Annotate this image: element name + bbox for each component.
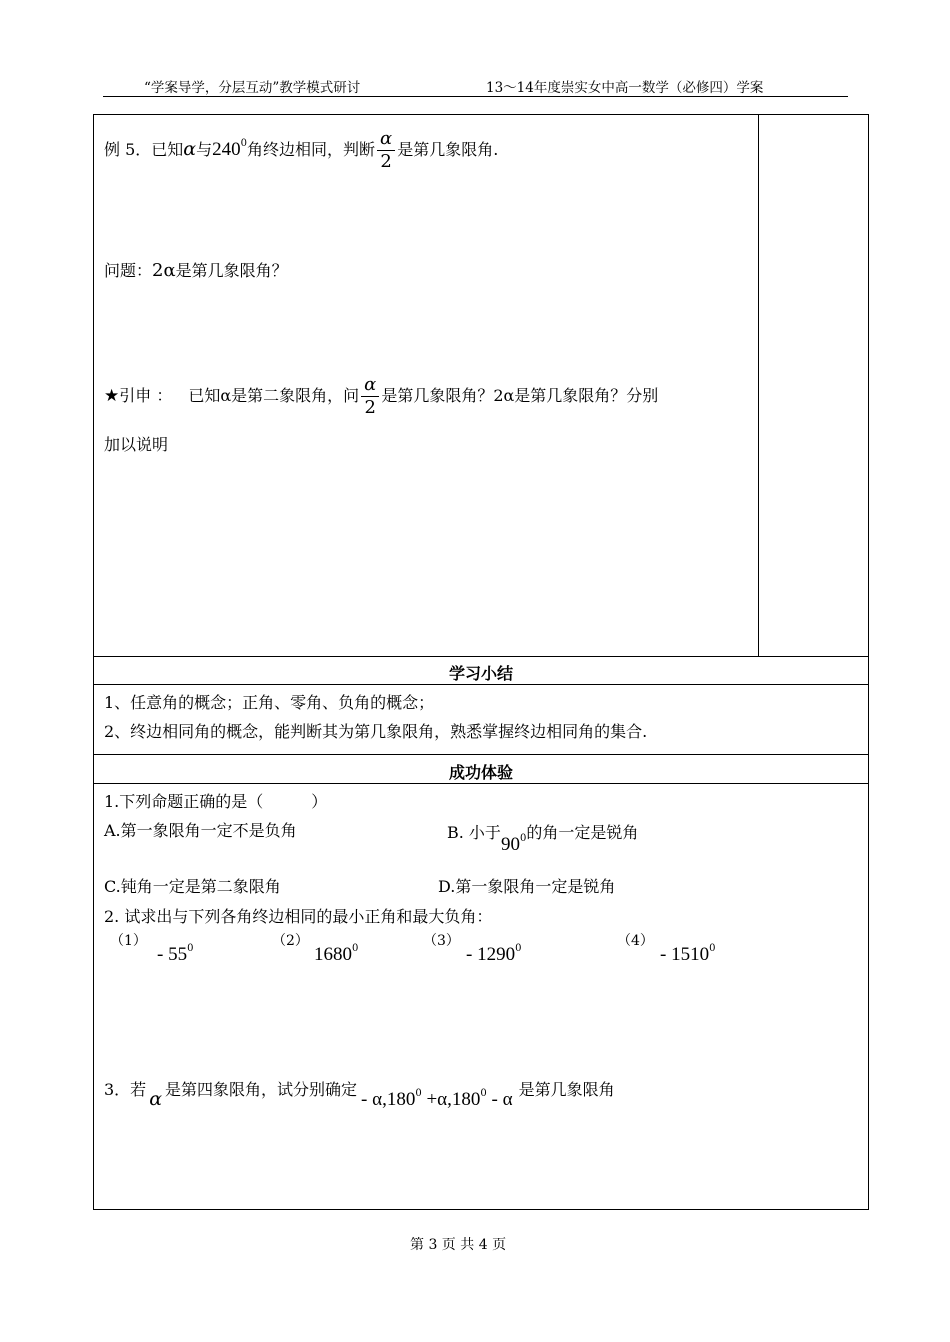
q2-item-1-value: [157, 944, 193, 966]
summary-title-border: [93, 684, 869, 685]
practice-q1: 1.下列命题正确的是（ ）: [104, 792, 328, 811]
q2-item-2-value: [314, 944, 358, 966]
table-top-border: [93, 114, 869, 115]
example-5-degree: 0: [240, 138, 248, 149]
practice-q1-option-b: [447, 818, 639, 855]
example-5-mid2: 角终边相同，判断: [247, 140, 376, 159]
practice-q2: 2. 试求出与下列各角终边相同的最小正角和最大负角：: [104, 907, 493, 926]
summary-top-border: [93, 656, 869, 657]
q2-item-4-degree: 0: [709, 943, 716, 954]
summary-item-1: 1、任意角的概念；正角、零角、负角的概念；: [104, 693, 435, 712]
option-b-degree: 0: [519, 833, 527, 844]
q2-item-4-label: （4）: [617, 933, 654, 949]
example-5-frac-den: 2: [380, 151, 392, 172]
q2-item-3-number: - 1290: [466, 944, 516, 965]
q3-alpha: α: [149, 1088, 163, 1110]
q3-expr-3: - α: [486, 1089, 513, 1110]
header-rule: [103, 96, 848, 97]
q2-item-3-label: （3）: [423, 933, 460, 949]
q3-prefix: 3．若: [104, 1080, 147, 1099]
extension-fraction: [361, 376, 379, 417]
example-5-mid1: 与: [196, 140, 213, 159]
option-b-suffix: 的角一定是锐角: [526, 823, 639, 842]
question-expr: 2α: [152, 260, 176, 281]
table-bottom-border: [93, 1209, 869, 1210]
extension-line2: 加以说明: [104, 435, 169, 454]
header-right: 13～14年度崇实女中高一数学（必修四）学案: [486, 80, 764, 96]
practice-title: 成功体验: [448, 763, 513, 782]
q3-degree-1: 0: [415, 1088, 422, 1099]
practice-q1-option-a: A.第一象限角一定不是负角: [104, 821, 297, 840]
example-5-frac-num: α: [377, 130, 395, 151]
practice-q3: [104, 1074, 615, 1110]
summary-item-2: 2、终边相同角的概念，能判断其为第几象限角，熟悉掌握终边相同角的集合.: [104, 722, 648, 741]
extension-label: 引申 ：: [119, 386, 173, 405]
q3-degree-2: 0: [480, 1088, 487, 1099]
q2-item-1-degree: 0: [187, 943, 194, 954]
question-suffix: 是第几象限角？: [175, 261, 288, 280]
practice-title-border: [93, 783, 869, 784]
example-5-prefix: 例 5．已知: [104, 140, 184, 159]
q2-item-4-number: - 1510: [660, 944, 710, 965]
extension-text1: 已知α是第二象限角，问: [188, 386, 360, 405]
q2-item-2-label: （2）: [272, 933, 309, 949]
page-footer: 第 3 页 共 4 页: [410, 1237, 507, 1253]
summary-title: 学习小结: [448, 664, 513, 683]
q3-mid: 是第四象限角，试分别确定: [165, 1080, 358, 1099]
q2-item-2-number: 1680: [314, 944, 352, 965]
q2-item-3-degree: 0: [515, 943, 522, 954]
q2-item-3-value: [466, 944, 521, 966]
practice-q1-option-d: D.第一象限角一定是锐角: [438, 877, 616, 896]
extension: [104, 376, 658, 417]
notes-column-divider: [758, 114, 759, 656]
example-5-fraction: [377, 130, 395, 171]
header-left: “学案导学，分层互动”教学模式研讨: [144, 80, 361, 96]
option-b-prefix: B. 小于: [447, 823, 501, 842]
q3-expressions: [361, 1090, 513, 1109]
example-5: [104, 130, 498, 174]
star-icon: ★: [104, 386, 120, 406]
example-5-suffix: 是第几象限角.: [397, 140, 499, 159]
extension-frac-den: 2: [364, 397, 376, 418]
example-5-angle: 240: [212, 139, 241, 160]
practice-top-border: [93, 754, 869, 755]
q2-item-1-label: （1）: [110, 933, 147, 949]
option-b-angle: 90: [500, 834, 520, 855]
q3-expr-2: +α,180: [421, 1089, 481, 1110]
question: [104, 258, 288, 281]
question-prefix: 问题：: [104, 261, 153, 280]
example-5-alpha: α: [183, 138, 197, 160]
extension-frac-num: α: [361, 376, 379, 397]
extension-text2: 是第几象限角？2α是第几象限角？分别: [381, 386, 659, 405]
q2-item-4-value: [660, 944, 715, 966]
q3-suffix: 是第几象限角: [518, 1080, 615, 1099]
q2-item-1-number: - 55: [157, 944, 188, 965]
q2-item-2-degree: 0: [352, 943, 359, 954]
practice-q1-option-c: C.钝角一定是第二象限角: [104, 877, 281, 896]
q3-expr-1: - α,180: [361, 1089, 416, 1110]
